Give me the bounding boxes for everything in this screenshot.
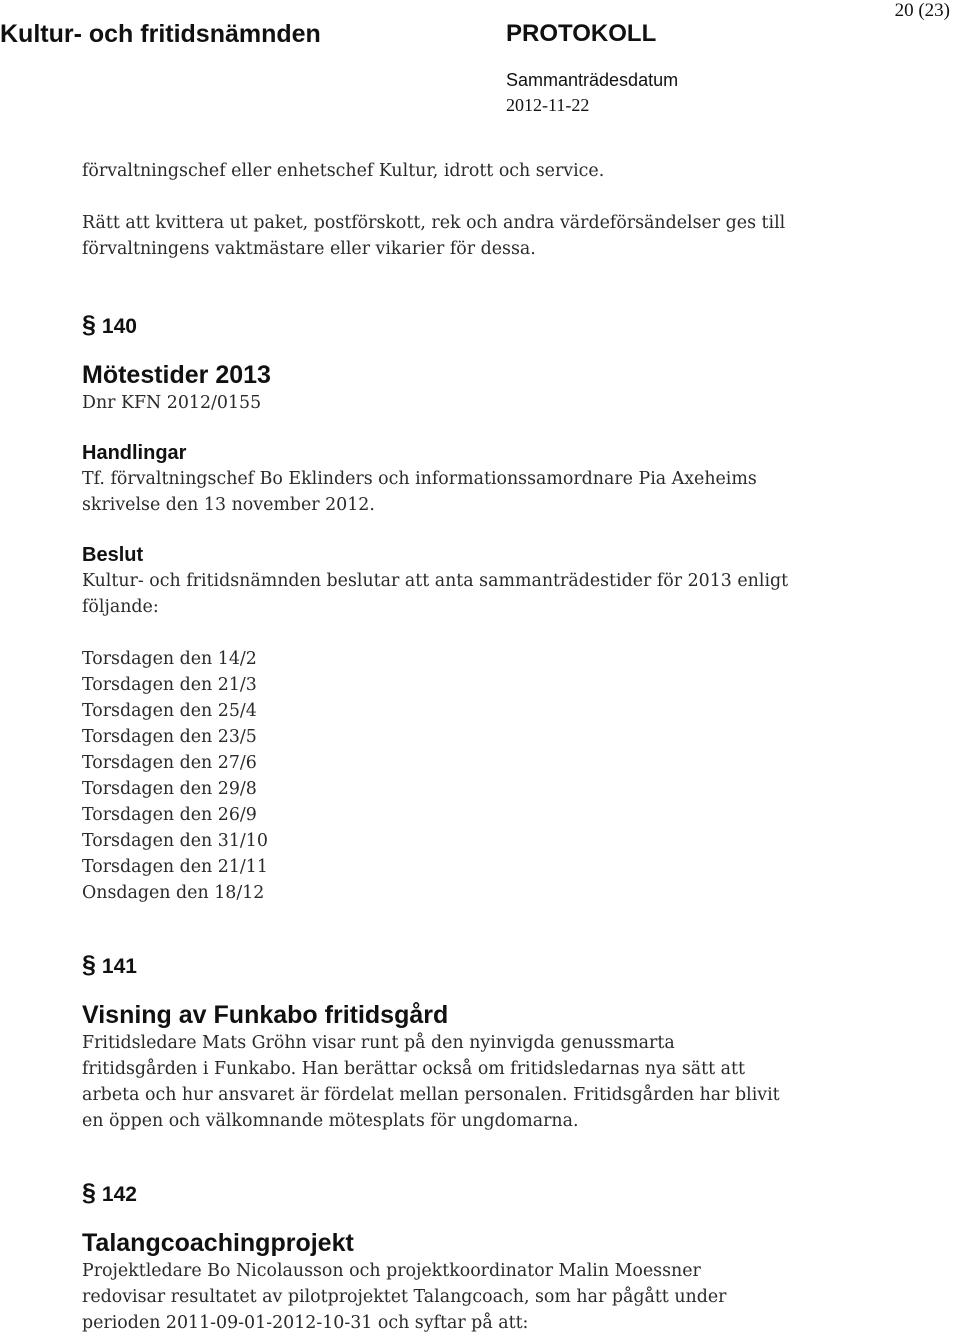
page-number: 20 (23) bbox=[894, 0, 950, 21]
meeting-date: Torsdagen den 14/2 bbox=[82, 649, 257, 669]
section-142-number bbox=[82, 1180, 942, 1208]
intro-paragraph-line-1: Rätt att kvittera ut paket, postförskott, rek och andra värdeförsändelser ges till bbox=[82, 213, 786, 233]
section-symbol-icon: § bbox=[82, 1179, 96, 1207]
section-140-title: Mötestider 2013 bbox=[82, 361, 271, 389]
section-symbol-icon: § bbox=[82, 951, 96, 979]
beslut-heading: Beslut bbox=[82, 544, 144, 566]
meeting-date: Torsdagen den 29/8 bbox=[82, 779, 257, 799]
section-141-line-3: arbeta och hur ansvaret är fördelat mellan personalen. Fritidsgården har blivit bbox=[82, 1085, 780, 1105]
handlingar-line-2: skrivelse den 13 november 2012. bbox=[82, 495, 375, 515]
meeting-date-value: 2012-11-22 bbox=[506, 95, 590, 115]
section-142-line-1: Projektledare Bo Nicolausson och projektkoordinator Malin Moessner bbox=[82, 1261, 701, 1281]
document-type: PROTOKOLL bbox=[506, 20, 657, 47]
meeting-date: Torsdagen den 21/11 bbox=[82, 857, 268, 877]
section-symbol-icon: § bbox=[82, 311, 96, 339]
section-number: 141 bbox=[101, 955, 137, 978]
meeting-date: Torsdagen den 21/3 bbox=[82, 675, 257, 695]
intro-line: förvaltningschef eller enhetschef Kultur, idrott och service. bbox=[82, 161, 605, 181]
section-141-number bbox=[82, 952, 942, 980]
section-141-title: Visning av Funkabo fritidsgård bbox=[82, 1001, 449, 1029]
section-142-line-2: redovisar resultatet av pilotprojektet Talangcoach, som har pågått under bbox=[82, 1287, 727, 1307]
handlingar-heading: Handlingar bbox=[82, 442, 187, 464]
meeting-date: Torsdagen den 27/6 bbox=[82, 753, 257, 773]
section-141-line-1: Fritidsledare Mats Gröhn visar runt på den nyinvigda genussmarta bbox=[82, 1033, 675, 1053]
meeting-date-label: Sammanträdesdatum bbox=[506, 70, 679, 90]
beslut-line-1: Kultur- och fritidsnämnden beslutar att anta sammanträdestider för 2013 enligt bbox=[82, 571, 789, 591]
case-number: Dnr KFN 2012/0155 bbox=[82, 393, 262, 413]
meeting-date: Torsdagen den 25/4 bbox=[82, 701, 257, 721]
handlingar-line-1: Tf. förvaltningschef Bo Eklinders och informationssamordnare Pia Axeheims bbox=[82, 469, 757, 489]
meeting-date: Torsdagen den 23/5 bbox=[82, 727, 257, 747]
intro-paragraph-line-2: förvaltningens vaktmästare eller vikarier för dessa. bbox=[82, 239, 536, 259]
meeting-dates-list bbox=[82, 646, 942, 906]
document-body bbox=[82, 158, 942, 1336]
meeting-date: Onsdagen den 18/12 bbox=[82, 883, 265, 903]
section-141-line-2: fritidsgården i Funkabo. Han berättar också om fritidsledarnas nya sätt att bbox=[82, 1059, 745, 1079]
section-140-number bbox=[82, 312, 942, 340]
section-number: 140 bbox=[101, 315, 137, 338]
meeting-date: Torsdagen den 26/9 bbox=[82, 805, 257, 825]
section-142-title: Talangcoachingprojekt bbox=[82, 1229, 354, 1257]
beslut-line-2: följande: bbox=[82, 597, 159, 617]
section-number: 142 bbox=[101, 1183, 137, 1206]
section-141-line-4: en öppen och välkomnande mötesplats för ungdomarna. bbox=[82, 1111, 579, 1131]
section-142-line-3: perioden 2011-09-01-2012-10-31 och syftar på att: bbox=[82, 1313, 529, 1333]
organization-name: Kultur- och fritidsnämnden bbox=[0, 20, 321, 48]
meeting-date: Torsdagen den 31/10 bbox=[82, 831, 268, 851]
